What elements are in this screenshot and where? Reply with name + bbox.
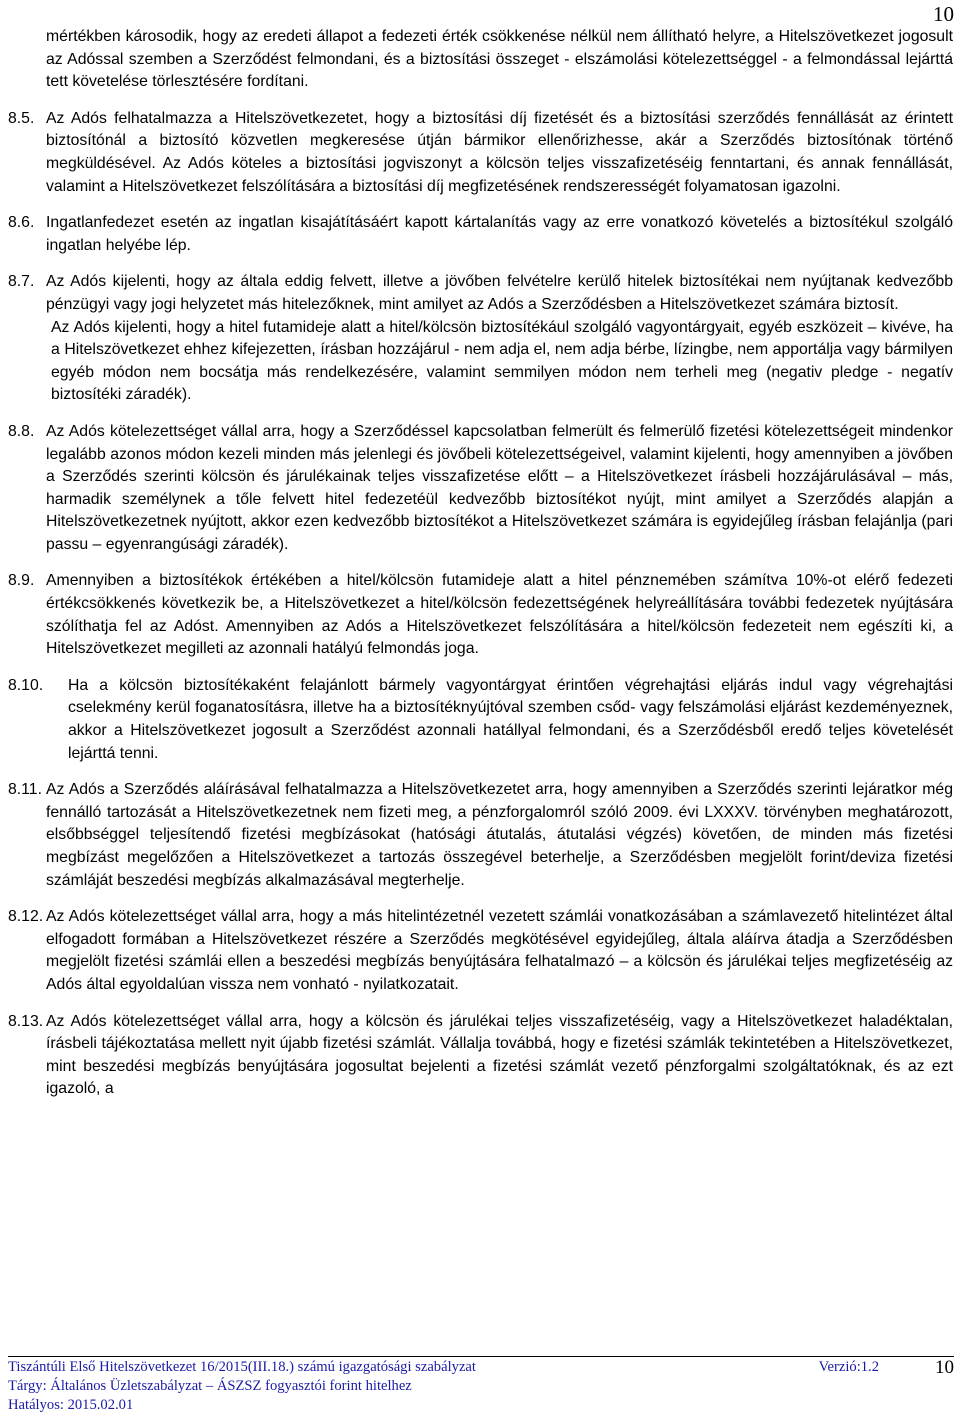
section-8-5 <box>8 108 953 198</box>
section-paragraph: Az Adós kötelezettséget vállal arra, hogy a kölcsön és járulékai teljes visszafizetéséig, vagy a Hitelszövetkezet haladéktalan, írásbeli tájékoztatása mellett nyit újabb fizetési számlát. Vállalja továbbá, hogy e fizetési számlák tekintetében a Hitelszövetkezet, mint beszedési megbízás benyújtására jogosultat bejelenti a fizetési számlát vezető pénzforgalmi szolgáltatóknak, és az ezt igazoló, a <box>46 1012 953 1098</box>
section-number: 8.9. <box>8 572 35 590</box>
footer-subject: Tárgy: Általános Üzletszabályzat – ÁSZSZ fogyasztói forint hitelhez <box>8 1378 412 1394</box>
section-paragraph: Az Adós kijelenti, hogy az általa eddig felvett, illetve a jövőben felvételre kerülő hitelek biztosítékai nem nyújtanak kedvezőbb pénzügyi vagy jogi helyzetet más hitelezőknek, mint amilyet az Adós a Szerződésben a Hitelszövetkezet számára biztosít. <box>46 273 953 313</box>
section-8-7 <box>8 271 953 407</box>
section-paragraph: Az Adós felhatalmazza a Hitelszövetkezetet, hogy a biztosítási díj fizetését és a biztosítási szerződés fennállását az érintett biztosítónál a biztosító közvetlen megkeresése útján bármikor ellenőrizhesse, akár a Szerződés biztosítónak történő megküldésével. Az Adós köteles a biztosítási jogviszonyt a kölcsön teljes visszafizetéséig fenntartani, és annak fennállását, valamint a Hitelszövetkezet felszólítására a biztosítási díj megfizetésének rendszerességét folyamatosan igazolni. <box>46 109 953 195</box>
section-number: 8.5. <box>8 109 35 127</box>
document-body <box>8 26 953 1115</box>
section-paragraph: Az Adós a Szerződés aláírásával felhatalmazza a Hitelszövetkezetet arra, hogy amennyiben a Szerződés szerinti lejáratkor még fennálló tartozását a Hitelszövetkezetnek nem fizeti meg, a pénzforgalomról szóló 2009. évi LXXXV. törvényben meghatározott, elsőbbséggel teljesítendő fizetési megbízásokat (hatósági átutalás, átutalási végzés) követően, de minden más fizetési megbízást megelőzően a Hitelszövetkezet a tartozás összegével beterhelje, a Szerződésben megjelölt forint/deviza fizetési számláját beszedési megbízás alkalmazásával megterhelje. <box>46 781 953 889</box>
footer-version: Verzió:1.2 <box>818 1359 879 1375</box>
section-8-6 <box>8 212 953 257</box>
section-number: 8.8. <box>8 422 35 440</box>
footer-page-number: 10 <box>935 1357 954 1378</box>
section-8-9 <box>8 570 953 660</box>
footer-effective-date: Hatályos: 2015.02.01 <box>8 1397 134 1413</box>
section-8-8 <box>8 421 953 557</box>
section-paragraph: Ingatlanfedezet esetén az ingatlan kisajátításáért kapott kártalanítás vagy az erre vonatkozó követelés a biztosítékul szolgáló ingatlan helyébe lép. <box>46 214 953 254</box>
section-number: 8.7. <box>8 273 35 291</box>
footer-regulation-title: Tiszántúli Első Hitelszövetkezet 16/2015(III.18.) számú igazgatósági szabályzat <box>8 1359 476 1375</box>
section-number: 8.6. <box>8 214 35 232</box>
intro-paragraph: mértékben károsodik, hogy az eredeti állapot a fedezeti érték csökkenése nélkül nem állítható helyre, a Hitelszövetkezet jogosult az Adóssal szemben a Szerződést felmondani, és a biztosítási összeget - elszámolási kötelezettséggel - a felmondással lejárttá tett követelése törlesztésére fordítani. <box>46 28 953 91</box>
footer-divider <box>8 1356 954 1357</box>
section-number: 8.13. <box>8 1012 44 1030</box>
section-8-13 <box>8 1011 953 1101</box>
section-paragraph: Ha a kölcsön biztosítékaként felajánlott bármely vagyontárgyat érintően végrehajtási eljárás indul vagy végrehajtási cselekmény kerül foganatosításra, illetve ha a biztosítéknyújtóval szemben csőd- vagy felszámolási eljárást kezdeményeznek, akkor a Hitelszövetkezet jogosult a Szerződést azonnali hatállyal felmondani, és a Szerződésből eredő teljes követelését lejárttá tenni. <box>68 676 953 762</box>
section-number: 8.11. <box>8 781 42 799</box>
section-paragraph: Az Adós kötelezettséget vállal arra, hogy a más hitelintézetnél vezetett számlái vonatkozásában a számlavezető hitelintézet által elfogadott formában a Hitelszövetkezet részére a Szerződés megkötésével egyidejűleg, általa aláírva átadja a Szerződésben megjelölt fizetési számlái ellen a beszedési megbízás benyújtására felhatalmazó – a kölcsön és járulékai teljes megfizetéséig az Adós által egyoldalúan vissza nem vonható - nyilatkozatait. <box>46 908 953 993</box>
section-number: 8.10. <box>8 676 44 694</box>
page-footer <box>8 1356 954 1415</box>
section-paragraph: Az Adós kötelezettséget vállal arra, hogy a Szerződéssel kapcsolatban felmerült és felmerülő fizetési kötelezettségeit mindenkor legalább azonos módon kezeli minden más jelenlegi és jövőbeli kötelezettségeivel, valamint kijelenti, hogy amennyiben a jövőben a Szerződés szerinti kölcsön és járulékainak teljes visszafizetése előtt – a Hitelszövetkezet írásbeli hozzájárulásával – más, harmadik személynek a tőle felvett hitel fedezetéül kedvezőbb biztosítékot nyújt, mint amilyet a Szerződés alapján a Hitelszövetkezetnek nyújtott, akkor ezen kedvezőbb biztosítékot a Hitelszövetkezet számára is egyidejűleg írásban felajánlja (pari passu – egyenrangúsági záradék). <box>46 422 953 553</box>
section-8-12 <box>8 906 953 996</box>
section-number: 8.12. <box>8 908 44 926</box>
page-number-top: 10 <box>933 2 954 26</box>
section-8-10 <box>8 675 953 765</box>
section-paragraph: Az Adós kijelenti, hogy a hitel futamideje alatt a hitel/kölcsön biztosítékául szolgáló vagyontárgyait, egyéb eszközeit – kivéve, ha a Hitelszövetkezet ehhez kifejezetten, írásban hozzájárul - nem adja el, nem adja bérbe, lízingbe, nem apportálja vagy bármilyen egyéb módon nem bocsátja más rendelkezésére, valamint semmilyen módon nem terheli meg (negativ pledge - negatív biztosítéki záradék). <box>51 318 953 404</box>
section-paragraph: Amennyiben a biztosítékok értékében a hitel/kölcsön futamideje alatt a hitel pénznemében számítva 10%-ot elérő fedezeti értékcsökkenés következik be, a Hitelszövetkezet a hitel/kölcsön fedezettségének helyreállítására további fedezetek nyújtására szólíthatja fel az Adóst. Amennyiben az Adós a Hitelszövetkezet felszólítására a hitel/kölcsön fedezeteit nem egészíti ki, a Hitelszövetkezet megilleti az azonnali hatályú felmondás joga. <box>46 572 953 658</box>
section-8-11 <box>8 779 953 892</box>
